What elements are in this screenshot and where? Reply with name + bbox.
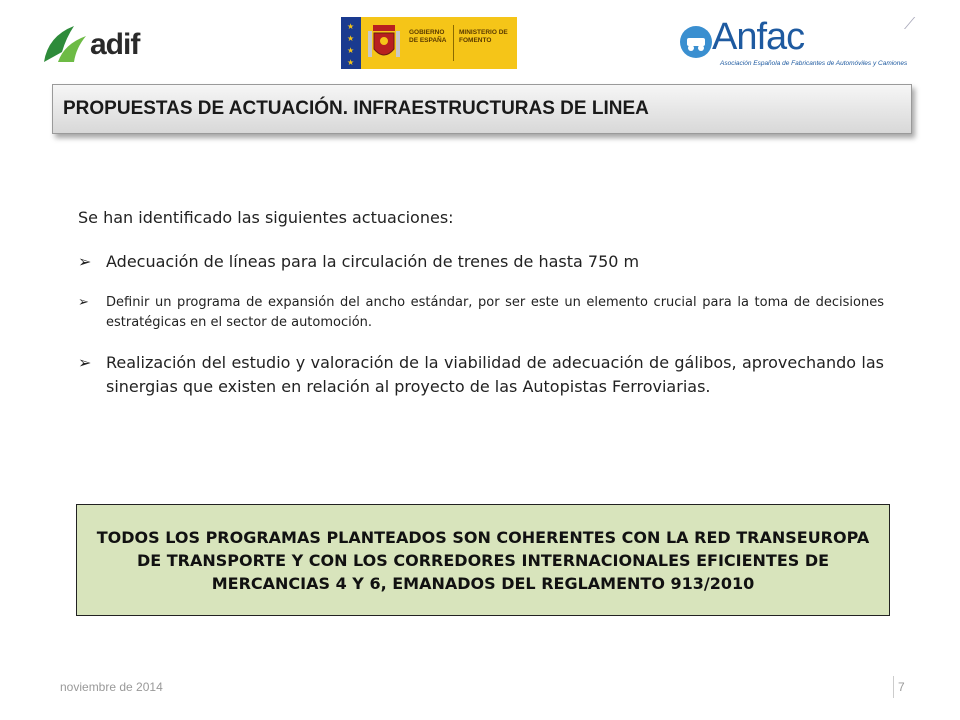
gobierno-label: GOBIERNO DE ESPAÑA [409, 29, 447, 44]
page-number: 7 [898, 680, 905, 694]
content-body [78, 208, 884, 399]
conclusion-box [76, 504, 890, 616]
adif-swoosh-icon [40, 22, 90, 66]
anfac-wordmark: Anfac [712, 16, 805, 58]
title-banner [52, 84, 912, 134]
list-item [78, 251, 884, 273]
anfac-logo [678, 16, 918, 72]
adif-wordmark: adif [90, 28, 140, 61]
arrow-bullet-icon: ➢ [78, 252, 92, 271]
list-item-text: Definir un programa de expansión del ancho estándar, por ser este un elemento crucial para la toma de decisiones estratégicas en el sector de automoción. [106, 295, 884, 330]
coat-of-arms-icon [367, 23, 401, 63]
page-title: PROPUESTAS DE ACTUACIÓN. INFRAESTRUCTURAS DE LINEA [63, 98, 649, 119]
gobierno-espana-logo [341, 17, 517, 69]
conclusion-text: TODOS LOS PROGRAMAS PLANTEADOS SON COHERENTES CON LA RED TRANSEUROPA DE TRANSPORTE Y CON LOS CORREDORES INTERNACIONALES EFICIENTES DE MERCANCIAS 4 Y 6, EMANADOS DEL REGLAMENTO 913/2010 [96, 527, 870, 593]
footer-divider [893, 676, 894, 698]
list-item [78, 293, 884, 333]
ministerio-label: MINISTERIO DE FOMENTO [459, 29, 508, 44]
list-item-text: Adecuación de líneas para la circulación de trenes de hasta 750 m [106, 252, 640, 271]
anfac-tagline: Asociación Española de Fabricantes de Automóviles y Camiones [720, 60, 908, 67]
arrow-bullet-icon: ➢ [78, 295, 89, 310]
corner-decoration-icon: ⟋ [904, 14, 916, 33]
arrow-bullet-icon: ➢ [78, 353, 92, 372]
list-item-text: Realización del estudio y valoración de la viabilidad de adecuación de gálibos, aprovechando las sinergias que existen en relación al proyecto de las Autopistas Ferroviarias. [106, 353, 884, 396]
footer-date: noviembre de 2014 [60, 680, 163, 694]
intro-text: Se han identificado las siguientes actuaciones: [78, 208, 454, 227]
logo-divider [453, 25, 454, 61]
adif-logo [40, 22, 170, 70]
list-item [78, 351, 884, 399]
eu-flag-icon: ★ ★ ★ ★ [341, 17, 361, 69]
